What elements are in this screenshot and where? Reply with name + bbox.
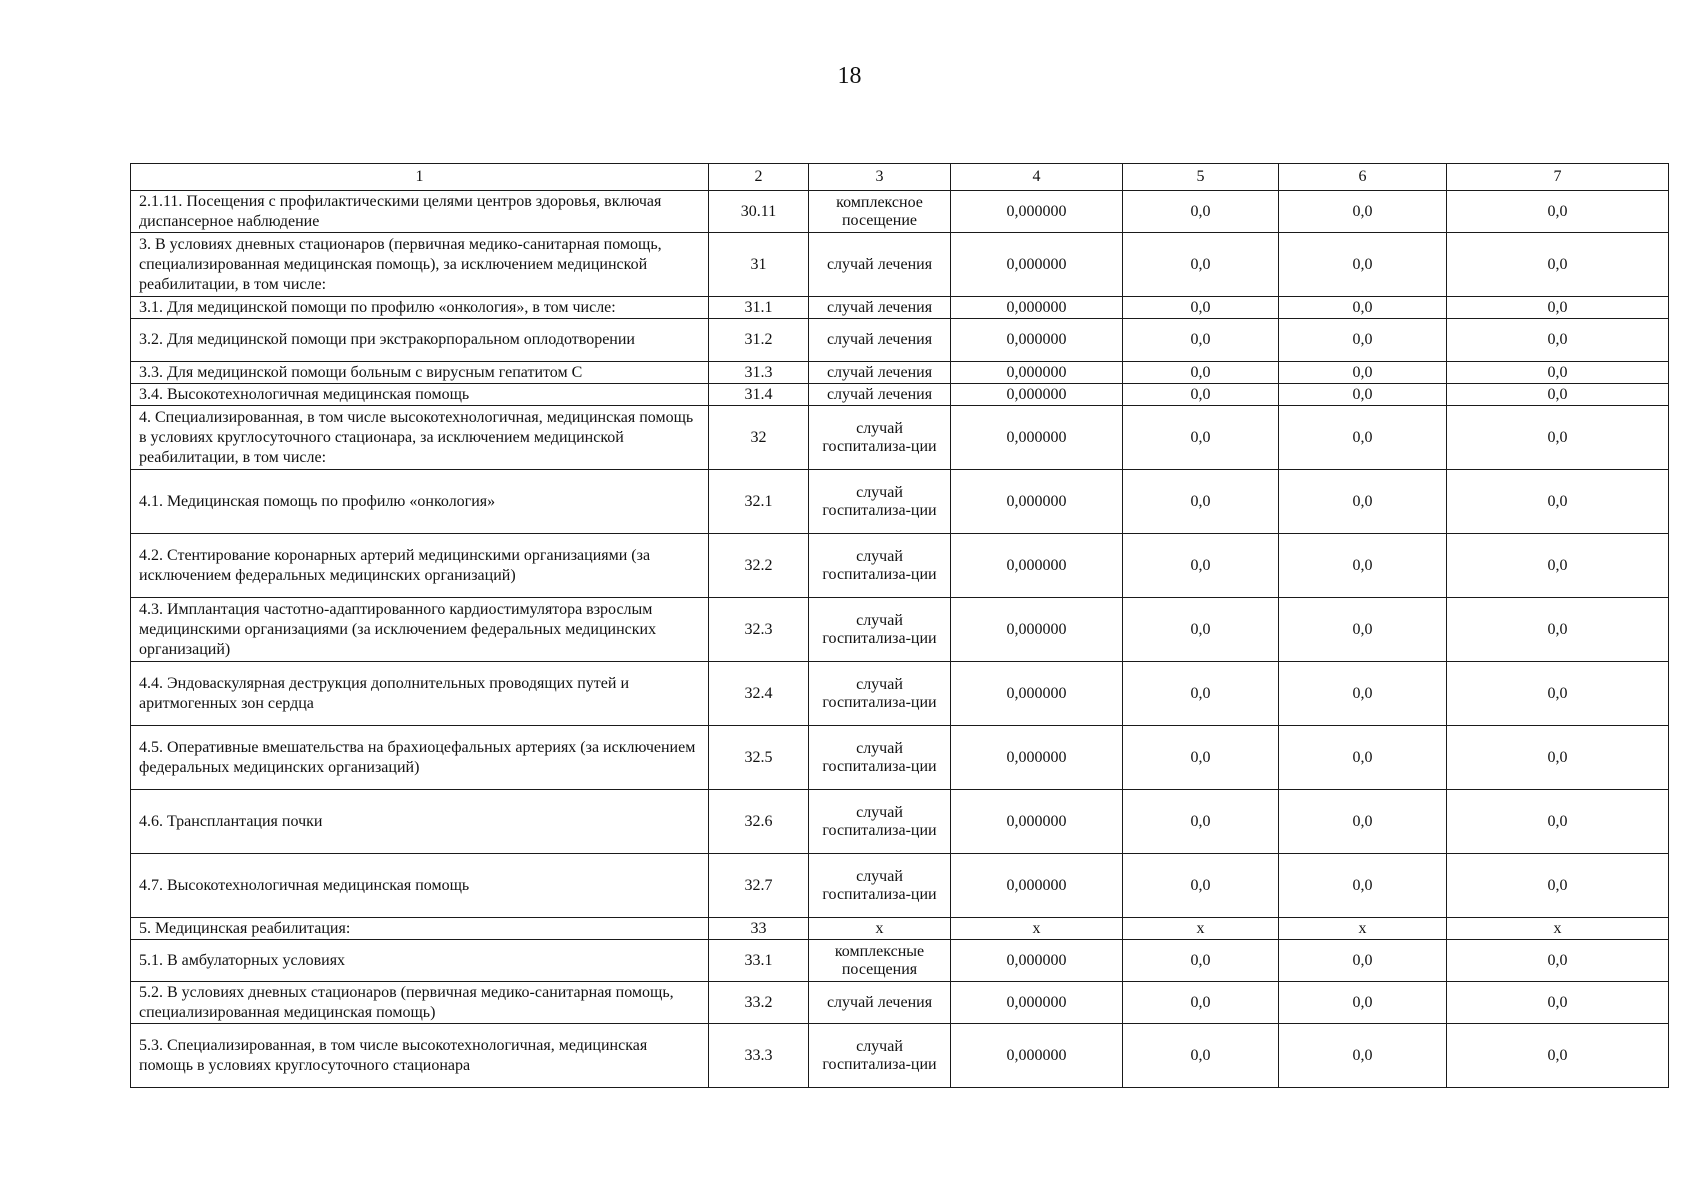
row-value-5: 0,0 [1123,662,1279,726]
row-value-7: х [1447,918,1669,940]
row-code: 33 [709,918,809,940]
row-code: 32.1 [709,470,809,534]
table-row [131,319,1669,362]
row-code: 33.1 [709,940,809,982]
row-name: 5.3. Специализированная, в том числе высокотехнологичная, медицинская помощь в условиях круглосуточного стационара [131,1024,709,1088]
row-code: 31.3 [709,362,809,384]
row-value-7: 0,0 [1447,534,1669,598]
row-value-4: 0,000000 [951,982,1123,1024]
row-value-4: 0,000000 [951,233,1123,297]
row-name: 4.3. Имплантация частотно-адаптированного кардиостимулятора взрослым медицинскими организациями (за исключением федеральных медицинских организаций) [131,598,709,662]
column-header: 4 [951,164,1123,191]
row-unit: случай госпитализа-ции [809,470,951,534]
row-value-6: 0,0 [1279,726,1447,790]
row-unit: случай лечения [809,297,951,319]
table-row [131,662,1669,726]
row-code: 32.7 [709,854,809,918]
table-row [131,191,1669,233]
row-code: 30.11 [709,191,809,233]
row-value-5: 0,0 [1123,384,1279,406]
row-unit: случай госпитализа-ции [809,1024,951,1088]
row-value-5: 0,0 [1123,534,1279,598]
row-value-4: 0,000000 [951,1024,1123,1088]
row-value-5: 0,0 [1123,726,1279,790]
row-name: 5.1. В амбулаторных условиях [131,940,709,982]
row-value-5: х [1123,918,1279,940]
table-row [131,598,1669,662]
row-name: 2.1.11. Посещения с профилактическими целями центров здоровья, включая диспансерное наблюдение [131,191,709,233]
table-row [131,1024,1669,1088]
row-value-5: 0,0 [1123,790,1279,854]
column-header: 1 [131,164,709,191]
row-unit: случай лечения [809,319,951,362]
table-header-row [131,164,1669,191]
data-table [130,163,1669,1088]
row-code: 31 [709,233,809,297]
row-value-4: х [951,918,1123,940]
row-value-7: 0,0 [1447,662,1669,726]
row-value-6: 0,0 [1279,191,1447,233]
row-value-5: 0,0 [1123,598,1279,662]
table-row [131,940,1669,982]
row-value-6: 0,0 [1279,384,1447,406]
row-value-4: 0,000000 [951,662,1123,726]
row-value-5: 0,0 [1123,470,1279,534]
table-row [131,726,1669,790]
row-value-4: 0,000000 [951,726,1123,790]
row-code: 31.4 [709,384,809,406]
row-value-7: 0,0 [1447,319,1669,362]
row-value-7: 0,0 [1447,982,1669,1024]
row-value-7: 0,0 [1447,362,1669,384]
row-value-6: х [1279,918,1447,940]
row-name: 3.4. Высокотехнологичная медицинская помощь [131,384,709,406]
row-value-4: 0,000000 [951,940,1123,982]
row-value-4: 0,000000 [951,362,1123,384]
row-unit: случай госпитализа-ции [809,662,951,726]
row-code: 31.2 [709,319,809,362]
row-value-5: 0,0 [1123,233,1279,297]
row-unit: комплексные посещения [809,940,951,982]
row-value-4: 0,000000 [951,406,1123,470]
row-value-4: 0,000000 [951,191,1123,233]
row-name: 4.2. Стентирование коронарных артерий медицинскими организациями (за исключением федеральных медицинских организаций) [131,534,709,598]
row-value-7: 0,0 [1447,726,1669,790]
row-value-7: 0,0 [1447,406,1669,470]
row-code: 31.1 [709,297,809,319]
column-header: 6 [1279,164,1447,191]
row-value-6: 0,0 [1279,319,1447,362]
row-unit: случай госпитализа-ции [809,598,951,662]
row-value-7: 0,0 [1447,297,1669,319]
row-name: 3. В условиях дневных стационаров (первичная медико-санитарная помощь, специализированная медицинская помощь), за исключением медицинской реабилитации, в том числе: [131,233,709,297]
row-value-5: 0,0 [1123,854,1279,918]
table-row [131,384,1669,406]
row-value-6: 0,0 [1279,598,1447,662]
row-code: 32.2 [709,534,809,598]
row-unit: случай госпитализа-ции [809,726,951,790]
row-unit: случай лечения [809,982,951,1024]
row-value-4: 0,000000 [951,384,1123,406]
row-value-7: 0,0 [1447,470,1669,534]
row-code: 32 [709,406,809,470]
row-value-7: 0,0 [1447,598,1669,662]
row-value-5: 0,0 [1123,297,1279,319]
row-value-6: 0,0 [1279,534,1447,598]
row-value-6: 0,0 [1279,406,1447,470]
row-name: 5.2. В условиях дневных стационаров (первичная медико-санитарная помощь, специализированная медицинская помощь) [131,982,709,1024]
table-row [131,982,1669,1024]
row-value-5: 0,0 [1123,1024,1279,1088]
row-value-4: 0,000000 [951,297,1123,319]
row-value-6: 0,0 [1279,940,1447,982]
row-value-7: 0,0 [1447,1024,1669,1088]
table-row [131,362,1669,384]
row-unit: случай госпитализа-ции [809,790,951,854]
row-code: 33.2 [709,982,809,1024]
row-value-7: 0,0 [1447,233,1669,297]
row-value-6: 0,0 [1279,297,1447,319]
row-value-5: 0,0 [1123,191,1279,233]
row-value-6: 0,0 [1279,362,1447,384]
table-row [131,534,1669,598]
row-value-7: 0,0 [1447,191,1669,233]
table-row [131,854,1669,918]
row-value-7: 0,0 [1447,854,1669,918]
row-unit: случай госпитализа-ции [809,406,951,470]
row-unit: случай лечения [809,384,951,406]
row-unit: случай лечения [809,233,951,297]
row-name: 4.6. Трансплантация почки [131,790,709,854]
row-value-5: 0,0 [1123,940,1279,982]
row-name: 3.2. Для медицинской помощи при экстракорпоральном оплодотворении [131,319,709,362]
row-value-4: 0,000000 [951,598,1123,662]
row-code: 33.3 [709,1024,809,1088]
row-value-6: 0,0 [1279,790,1447,854]
table-row [131,790,1669,854]
row-value-4: 0,000000 [951,470,1123,534]
table-row [131,406,1669,470]
column-header: 5 [1123,164,1279,191]
column-header: 3 [809,164,951,191]
row-name: 4.4. Эндоваскулярная деструкция дополнительных проводящих путей и аритмогенных зон сердца [131,662,709,726]
row-value-5: 0,0 [1123,406,1279,470]
row-value-6: 0,0 [1279,470,1447,534]
row-value-4: 0,000000 [951,854,1123,918]
row-value-7: 0,0 [1447,940,1669,982]
row-unit: случай лечения [809,362,951,384]
row-value-6: 0,0 [1279,662,1447,726]
row-name: 4.7. Высокотехнологичная медицинская помощь [131,854,709,918]
row-value-4: 0,000000 [951,534,1123,598]
row-value-4: 0,000000 [951,319,1123,362]
table-row [131,918,1669,940]
table-row [131,233,1669,297]
column-header: 7 [1447,164,1669,191]
row-value-7: 0,0 [1447,384,1669,406]
row-code: 32.3 [709,598,809,662]
row-code: 32.6 [709,790,809,854]
column-header: 2 [709,164,809,191]
row-name: 4. Специализированная, в том числе высокотехнологичная, медицинская помощь в условиях круглосуточного стационара, за исключением медицинской реабилитации, в том числе: [131,406,709,470]
row-name: 3.1. Для медицинской помощи по профилю «онкология», в том числе: [131,297,709,319]
row-value-6: 0,0 [1279,982,1447,1024]
row-name: 5. Медицинская реабилитация: [131,918,709,940]
row-value-5: 0,0 [1123,982,1279,1024]
row-value-7: 0,0 [1447,790,1669,854]
row-value-6: 0,0 [1279,854,1447,918]
row-value-5: 0,0 [1123,362,1279,384]
table-row [131,470,1669,534]
row-code: 32.4 [709,662,809,726]
row-name: 4.5. Оперативные вмешательства на брахиоцефальных артериях (за исключением федеральных медицинских организаций) [131,726,709,790]
row-unit: случай госпитализа-ции [809,534,951,598]
row-unit: случай госпитализа-ции [809,854,951,918]
row-value-6: 0,0 [1279,1024,1447,1088]
row-name: 4.1. Медицинская помощь по профилю «онкология» [131,470,709,534]
row-value-4: 0,000000 [951,790,1123,854]
table-row [131,297,1669,319]
row-unit: х [809,918,951,940]
row-value-5: 0,0 [1123,319,1279,362]
row-unit: комплексное посещение [809,191,951,233]
page-number: 18 [837,63,862,89]
row-name: 3.3. Для медицинской помощи больным с вирусным гепатитом С [131,362,709,384]
row-value-6: 0,0 [1279,233,1447,297]
row-code: 32.5 [709,726,809,790]
